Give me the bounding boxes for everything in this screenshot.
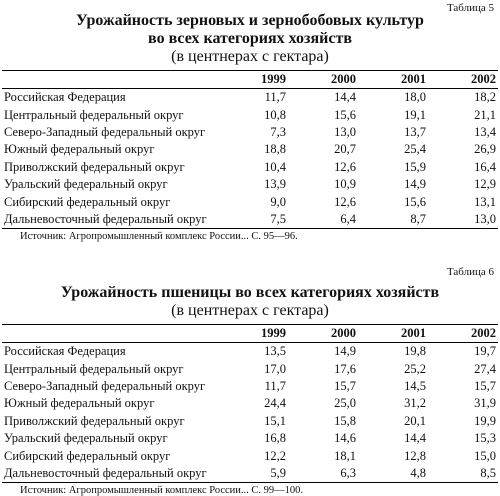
- header-blank: [2, 325, 218, 343]
- table-row: [2, 343, 498, 361]
- table-row: [2, 106, 498, 123]
- yield-value: 24,4: [264, 396, 286, 411]
- region-name: Южный федеральный округ: [4, 142, 155, 157]
- yield-value: 21,1: [474, 107, 496, 122]
- yield-value: 25,4: [404, 142, 426, 157]
- region-name: Сибирский федеральный округ: [4, 194, 171, 209]
- yield-value: 12,8: [404, 448, 426, 463]
- yield-value: 9,0: [270, 194, 286, 209]
- yield-value: 11,7: [264, 378, 286, 393]
- yield-value: 15,8: [334, 413, 356, 428]
- yield-value: 13,5: [264, 344, 286, 359]
- table-title: Урожайность пшеницы во всех категориях хозяйств: [60, 284, 440, 301]
- region-name: Уральский федеральный округ: [4, 177, 168, 192]
- yield-value: 17,6: [334, 361, 356, 376]
- yield-value: 7,5: [270, 211, 286, 226]
- yield-value: 27,4: [474, 361, 496, 376]
- yield-value: 14,5: [404, 378, 426, 393]
- region-name: Центральный федеральный округ: [4, 107, 184, 122]
- yield-value: 13,1: [474, 194, 496, 209]
- yield-value: 31,2: [404, 396, 426, 411]
- yield-value: 18,1: [334, 448, 356, 463]
- yield-value: 26,9: [474, 142, 496, 157]
- region-name: Северо-Западный федеральный округ: [4, 124, 206, 139]
- year-header: 2001: [401, 72, 426, 86]
- yield-value: 15,3: [474, 431, 496, 446]
- region-name: Уральский федеральный округ: [4, 431, 168, 446]
- region-name: Северо-Западный федеральный округ: [4, 378, 206, 393]
- year-header: 2002: [471, 326, 496, 340]
- yield-value: 25,2: [404, 361, 426, 376]
- yield-value: 14,4: [334, 90, 356, 105]
- yield-value: 10,9: [334, 177, 356, 192]
- yield-value: 18,0: [404, 90, 426, 105]
- region-name: Приволжский федеральный округ: [4, 159, 185, 174]
- header-blank: [2, 71, 218, 89]
- yield-value: 13,9: [264, 177, 286, 192]
- yield-value: 13,4: [474, 124, 496, 139]
- yield-value: 12,6: [334, 194, 356, 209]
- yield-value: 18,2: [474, 90, 496, 105]
- yield-value: 14,9: [334, 344, 356, 359]
- year-header: 2001: [401, 326, 426, 340]
- table-6-block: [0, 262, 500, 496]
- yield-value: 6,3: [340, 465, 356, 480]
- yield-value: 15,6: [404, 194, 426, 209]
- table-subtitle: (в центнерах с гектара): [171, 302, 329, 319]
- yield-value: 19,7: [474, 344, 496, 359]
- yield-value: 19,1: [404, 107, 426, 122]
- table-row: [2, 395, 498, 412]
- yield-value: 18,8: [264, 142, 286, 157]
- table-number: Таблица 6: [446, 266, 494, 278]
- region-name: Центральный федеральный округ: [4, 361, 184, 376]
- yield-value: 10,4: [264, 159, 286, 174]
- region-name: Южный федеральный округ: [4, 396, 155, 411]
- yield-value: 17,0: [264, 361, 286, 376]
- header-row: [2, 71, 498, 89]
- yield-value: 8,7: [410, 211, 426, 226]
- table-row: [2, 176, 498, 193]
- table-row: [2, 378, 498, 395]
- yield-value: 19,8: [404, 344, 426, 359]
- yield-value: 8,5: [480, 465, 496, 480]
- table-row: [2, 360, 498, 377]
- yield-value: 15,7: [334, 378, 356, 393]
- table-row: [2, 193, 498, 210]
- yield-value: 12,6: [334, 159, 356, 174]
- region-name: Российская Федерация: [4, 344, 126, 359]
- yield-value: 10,8: [264, 107, 286, 122]
- region-name: Дальневосточный федеральный округ: [4, 211, 207, 226]
- region-name: Приволжский федеральный округ: [4, 413, 185, 428]
- yield-value: 5,9: [270, 465, 286, 480]
- table-row: [2, 159, 498, 176]
- yield-value: 16,4: [474, 159, 496, 174]
- yield-value: 11,7: [264, 90, 286, 105]
- yield-value: 7,3: [270, 124, 286, 139]
- yield-value: 31,9: [474, 396, 496, 411]
- yield-value: 15,6: [334, 107, 356, 122]
- header-row: [2, 325, 498, 343]
- yield-value: 13,0: [474, 211, 496, 226]
- yield-value: 19,9: [474, 413, 496, 428]
- yield-value: 13,7: [404, 124, 426, 139]
- year-header: 2000: [331, 326, 356, 340]
- table-row: [2, 413, 498, 430]
- yield-value: 4,8: [410, 465, 426, 480]
- table-row: [2, 141, 498, 158]
- table-row: [2, 447, 498, 464]
- yield-value: 20,1: [404, 413, 426, 428]
- table-title: Урожайность зерновых и зернобобовых культур: [76, 12, 424, 29]
- yield-value: 15,7: [474, 378, 496, 393]
- yield-value: 16,8: [264, 431, 286, 446]
- yield-value: 6,4: [340, 211, 356, 226]
- yield-value: 15,0: [474, 448, 496, 463]
- region-name: Российская Федерация: [4, 90, 126, 105]
- table-source: Источник: Агропромышленный комплекс России... С. 99—100.: [20, 485, 304, 496]
- year-header: 2000: [331, 72, 356, 86]
- yield-value: 20,7: [334, 142, 356, 157]
- yield-value: 12,2: [264, 448, 286, 463]
- year-header: 1999: [261, 326, 286, 340]
- year-header: 1999: [261, 72, 286, 86]
- yield-value: 25,0: [334, 396, 356, 411]
- yield-value: 15,9: [404, 159, 426, 174]
- table-row: [2, 211, 498, 229]
- yield-value: 12,9: [474, 177, 496, 192]
- yield-value: 14,6: [334, 431, 356, 446]
- table-subtitle: (в центнерах с гектара): [171, 48, 329, 65]
- region-name: Сибирский федеральный округ: [4, 448, 171, 463]
- region-name: Дальневосточный федеральный округ: [4, 465, 207, 480]
- yield-value: 15,1: [264, 413, 286, 428]
- yield-table: [2, 70, 498, 229]
- yield-value: 14,9: [404, 177, 426, 192]
- table-number: Таблица 5: [446, 2, 494, 14]
- yield-table: [2, 324, 498, 483]
- year-header: 2002: [471, 72, 496, 86]
- table-title-line2: во всех категориях хозяйств: [148, 30, 352, 47]
- table-5-block: [0, 0, 500, 242]
- yield-value: 14,4: [404, 431, 426, 446]
- table-row: [2, 89, 498, 107]
- table-row: [2, 465, 498, 483]
- table-row: [2, 430, 498, 447]
- table-source: Источник: Агропромышленный комплекс России... С. 95—96.: [20, 231, 298, 243]
- yield-value: 13,0: [334, 124, 356, 139]
- table-row: [2, 124, 498, 141]
